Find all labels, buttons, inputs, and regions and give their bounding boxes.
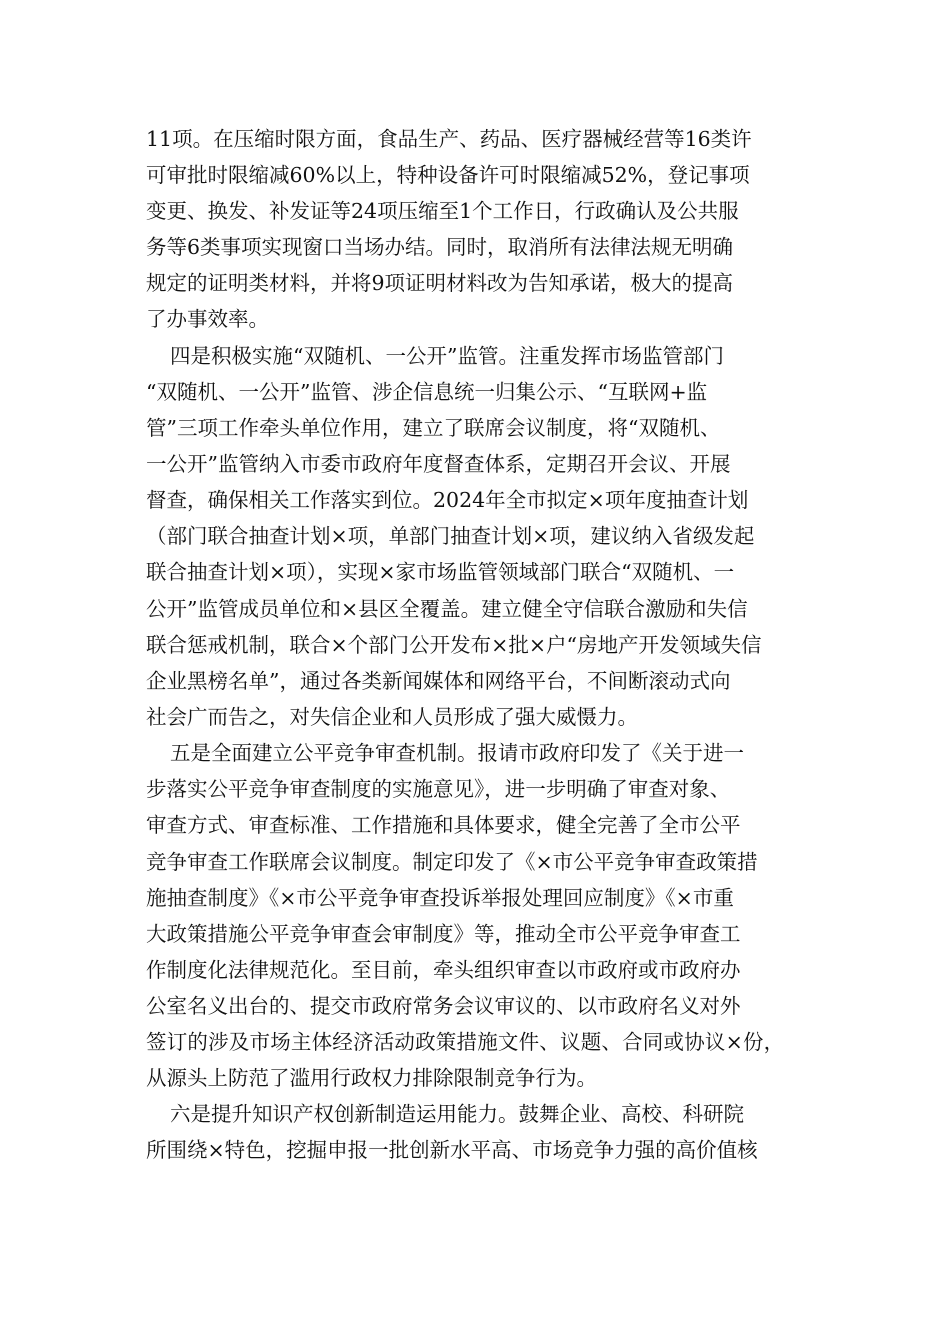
text-line: 施抽查制度》《×市公平竞争审查投诉举报处理回应制度》《×市重 [146, 886, 734, 910]
text-line: 作制度化法律规范化。至目前，牵头组织审查以市政府或市政府办 [146, 958, 741, 982]
text-line: 联合抽查计划×项），实现×家市场监管领域部门联合“双随机、一 [146, 560, 735, 584]
text-line: 规定的证明类材料，并将9项证明材料改为告知承诺，极大的提高 [146, 271, 734, 295]
text-line: 督查，确保相关工作落实到位。2024年全市拟定×项年度抽查计划 [146, 488, 749, 512]
text-line: 审查方式、审查标准、工作措施和具体要求，健全完善了全市公平 [146, 813, 741, 837]
paragraph-first-line: 六是提升知识产权创新制造运用能力。鼓舞企业、高校、科研院 [170, 1102, 744, 1126]
text-line: “双随机、一公开”监管、涉企信息统一归集公示、“互联网+监 [146, 380, 708, 404]
text-line: 所围绕×特色，挖掘申报一批创新水平高、市场竞争力强的高价值核 [146, 1138, 758, 1162]
text-line: 变更、换发、补发证等24项压缩至1个工作日，行政确认及公共服 [146, 199, 739, 223]
text-line: 大政策措施公平竞争审查会审制度》等，推动全市公平竞争审查工 [146, 922, 741, 946]
text-line: 社会广而告之，对失信企业和人员形成了强大威慑力。 [146, 705, 638, 729]
paragraph-first-line: 四是积极实施“双随机、一公开”监管。注重发挥市场监管部门 [170, 344, 724, 368]
text-line: 可审批时限缩减60%以上，特种设备许可时限缩减52%，登记事项 [146, 163, 750, 187]
text-line: 务等6类事项实现窗口当场办结。同时，取消所有法律法规无明确 [146, 235, 734, 259]
text-line: 一公开”监管纳入市委市政府年度督查体系，定期召开会议、开展 [146, 452, 731, 476]
text-line: 联合惩戒机制，联合×个部门公开发布×批×户“房地产开发领域失信 [146, 633, 762, 657]
text-line: 管”三项工作牵头单位作用，建立了联席会议制度，将“双随机、 [146, 416, 721, 440]
text-line: 从源头上防范了滥用行政权力排除限制竞争行为。 [146, 1066, 597, 1090]
text-line: 11项。在压缩时限方面，食品生产、药品、医疗器械经营等16类许 [146, 127, 752, 151]
text-line: 了办事效率。 [146, 307, 269, 331]
text-line: 签订的涉及市场主体经济活动政策措施文件、议题、合同或协议×份， [146, 1030, 785, 1054]
text-line: （部门联合抽查计划×项，单部门抽查计划×项，建议纳入省级发起 [146, 524, 755, 548]
text-line: 企业黑榜名单”，通过各类新闻媒体和网络平台，不间断滚动式向 [146, 669, 731, 693]
text-line: 公开”监管成员单位和×县区全覆盖。建立健全守信联合激励和失信 [146, 597, 748, 621]
paragraph-first-line: 五是全面建立公平竞争审查机制。报请市政府印发了《关于进一 [170, 741, 744, 765]
text-line: 竞争审查工作联席会议制度。制定印发了《×市公平竞争审查政策措 [146, 850, 758, 874]
text-line: 步落实公平竞争审查制度的实施意见》，进一步明确了审查对象、 [146, 777, 731, 801]
text-line: 公室名义出台的、提交市政府常务会议审议的、以市政府名义对外 [146, 994, 741, 1018]
